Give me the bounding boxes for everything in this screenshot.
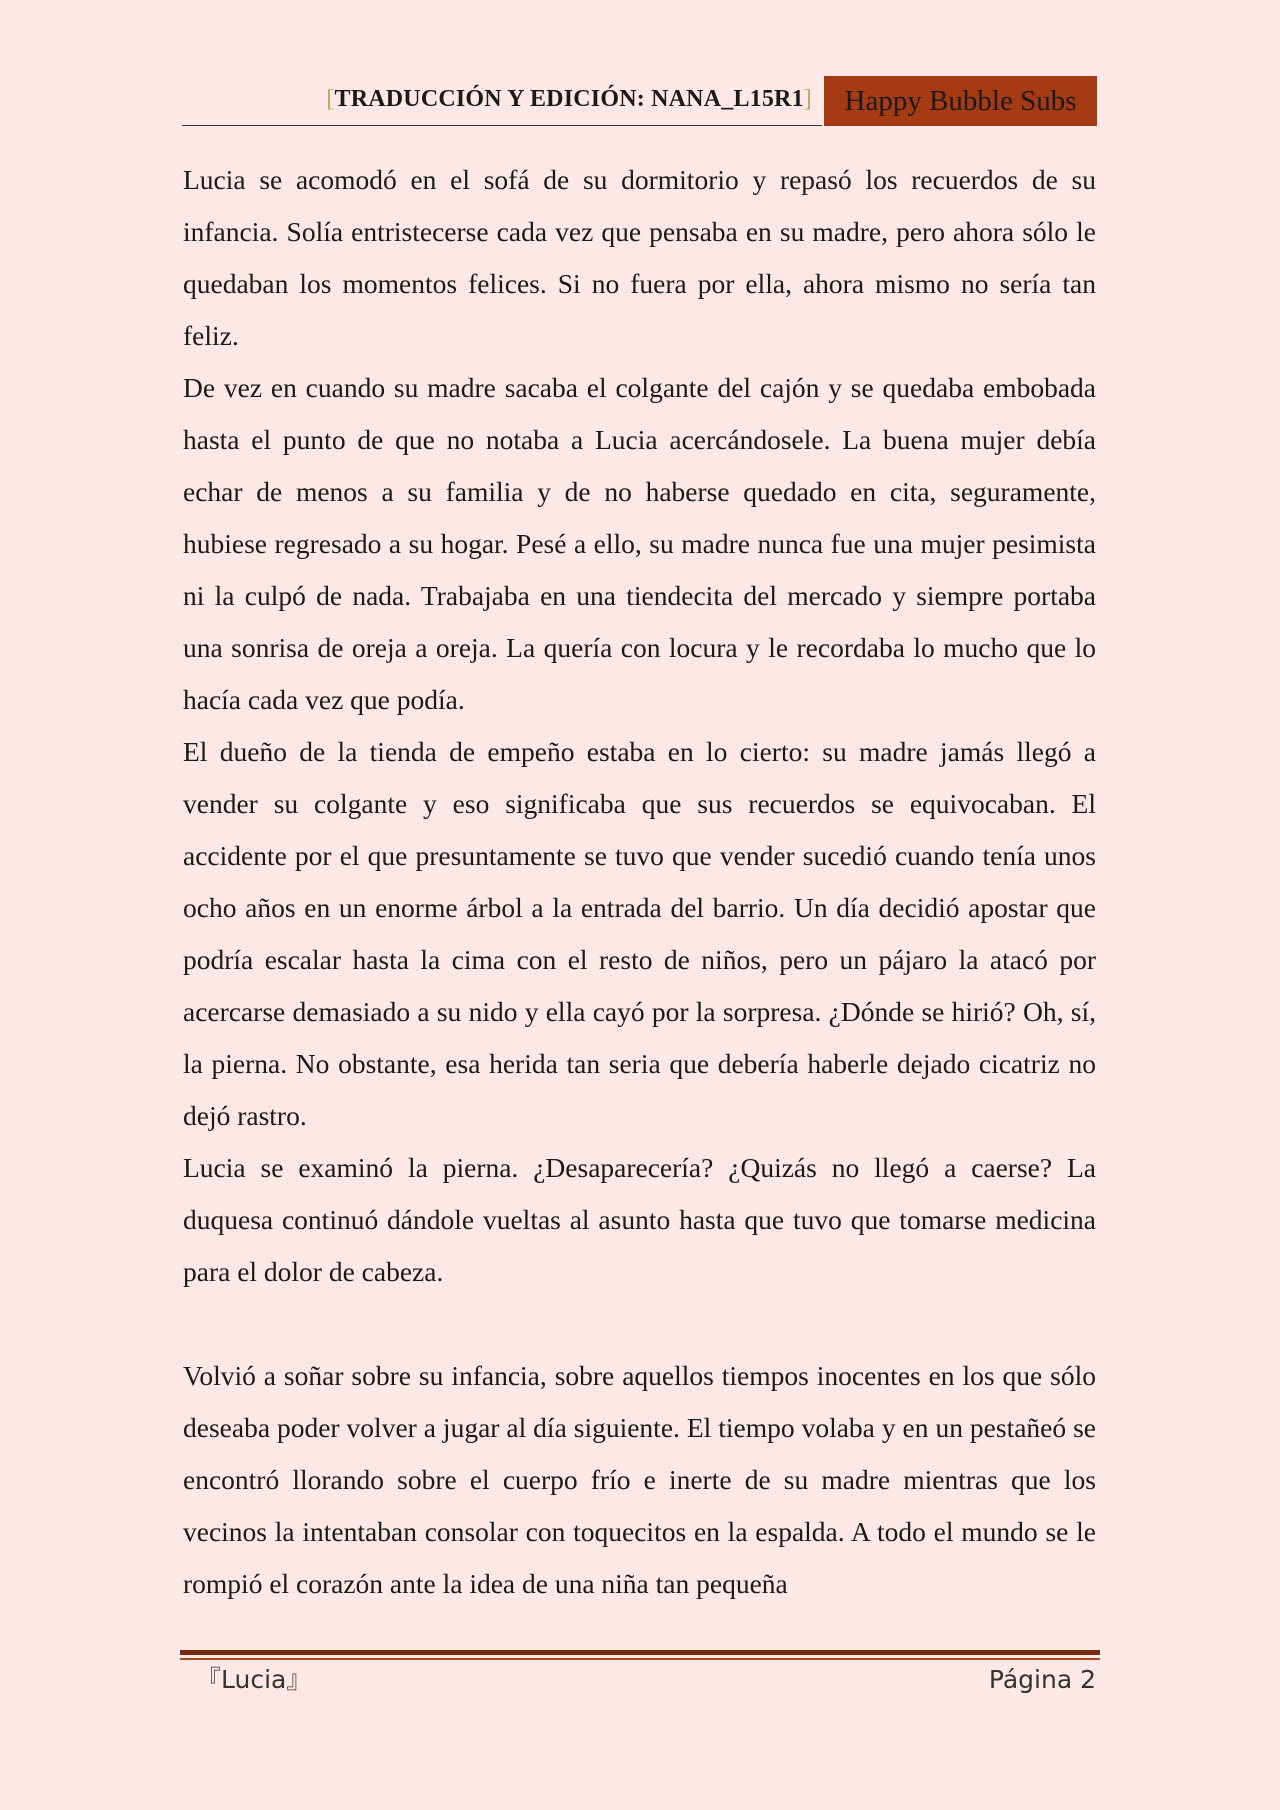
paragraph-2: De vez en cuando su madre sacaba el colgante del cajón y se quedaba embobada hasta el punto de que no notaba a Lucia acercándosele. La buena mujer debía echar de menos a su familia y de no haberse quedado en cita, seguramente, hubiese regresado a su hogar. Pesé a ello, su madre nunca fue una mujer pesimista ni la culpó de nada. Trabajaba en una tiendecita del mercado y siempre portaba una sonrisa de oreja a oreja. La quería con locura y le recordaba lo mucho que lo hacía cada vez que podía.: [183, 372, 1096, 715]
credit-text: TRADUCCIÓN Y EDICIÓN: NANA_L15R1: [334, 86, 804, 112]
credit-bracket-close: ]: [803, 86, 812, 112]
brand-label: Happy Bubble Subs: [824, 76, 1097, 126]
header-rule: [182, 125, 822, 126]
footer-rule: [180, 1650, 1100, 1655]
page-number: Página 2: [988, 1665, 1096, 1694]
paragraph-4: Lucia se examinó la pierna. ¿Desaparecería? ¿Quizás no llegó a caerse? La duquesa continuó dándole vueltas al asunto hasta que tuvo que tomarse medicina para el dolor de cabeza.: [183, 1152, 1096, 1287]
page-header: [182, 76, 1097, 126]
translation-credit: [326, 86, 812, 113]
footer-rule-thin: [180, 1658, 1100, 1660]
paragraph-1: Lucia se acomodó en el sofá de su dormitorio y repasó los recuerdos de su infancia. Solía entristecerse cada vez que pensaba en su madre, pero ahora sólo le quedaban los momentos felices. Si no fuera por ella, ahora mismo no sería tan feliz.: [183, 164, 1096, 351]
credit-bracket-open: [: [326, 86, 335, 112]
paragraph-3: El dueño de la tienda de empeño estaba en lo cierto: su madre jamás llegó a vender su colgante y eso significaba que sus recuerdos se equivocaban. El accidente por el que presuntamente se tuvo que vender sucedió cuando tenía unos ocho años en un enorme árbol a la entrada del barrio. Un día decidió apostar que podría escalar hasta la cima con el resto de niños, pero un pájaro la atacó por acercarse demasiado a su nido y ella cayó por la sorpresa. ¿Dónde se hirió? Oh, sí, la pierna. No obstante, esa herida tan seria que debería haberle dejado cicatriz no dejó rastro.: [183, 736, 1096, 1131]
footer-title: 『Lucia』: [196, 1665, 312, 1694]
body-text: [183, 154, 1096, 1610]
paragraph-5: Volvió a soñar sobre su infancia, sobre aquellos tiempos inocentes en los que sólo deseaba poder volver a jugar al día siguiente. El tiempo volaba y en un pestañeó se encontró llorando sobre el cuerpo frío e inerte de su madre mientras que los vecinos la intentaban consolar con toquecitos en la espalda. A todo el mundo se le rompió el corazón ante la idea de una niña tan pequeña: [183, 1360, 1096, 1599]
